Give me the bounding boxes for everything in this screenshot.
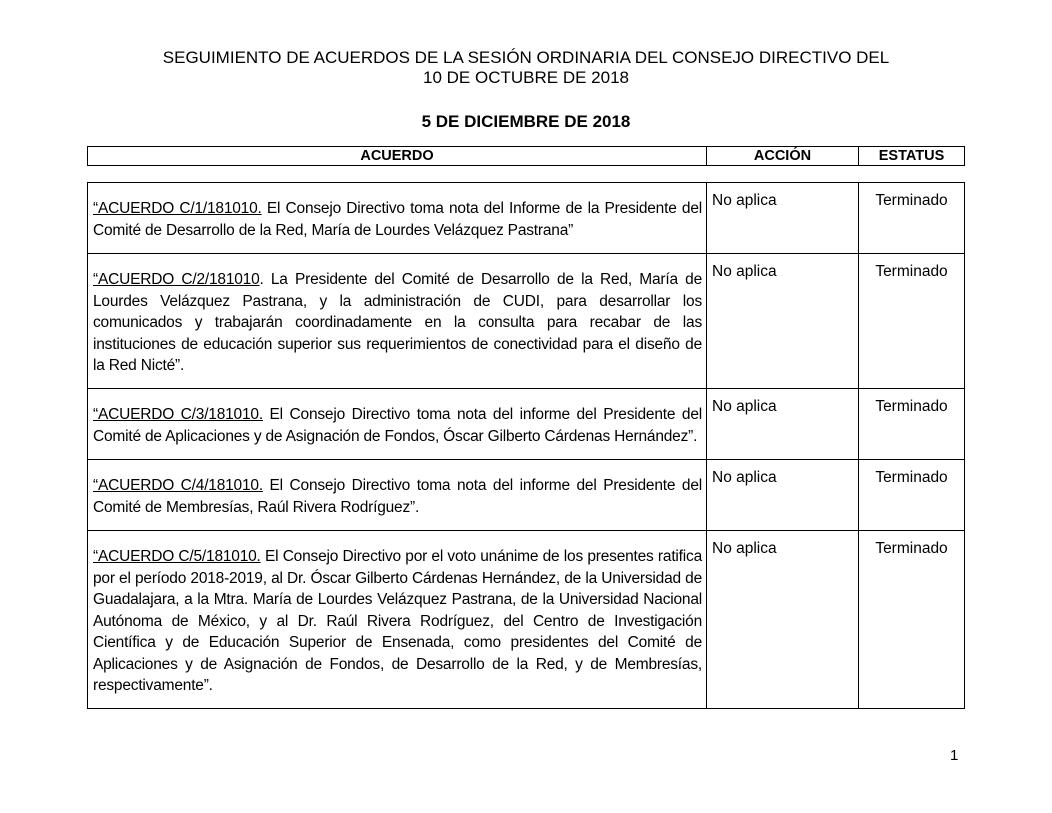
acuerdo-cell — [88, 254, 707, 389]
estatus-cell: Terminado — [859, 531, 965, 709]
acuerdo-reference: “ACUERDO C/3/181010. — [93, 406, 263, 423]
estatus-cell: Terminado — [859, 183, 965, 254]
column-header-acuerdo: ACUERDO — [88, 147, 707, 166]
acuerdo-reference: “ACUERDO C/2/181010 — [93, 271, 260, 288]
table-row — [88, 460, 965, 531]
header-row — [88, 147, 965, 166]
acuerdo-reference: “ACUERDO C/1/181010. — [93, 200, 262, 217]
estatus-cell: Terminado — [859, 389, 965, 460]
acuerdo-cell — [88, 389, 707, 460]
acuerdo-text: El Consejo Directivo toma nota del informe del Presidente del Comité de Aplicaciones y de Asignación de Fondos, Óscar Gilberto Cárdenas Hernández”. — [93, 406, 702, 445]
table-row — [88, 254, 965, 389]
acuerdo-text: El Consejo Directivo por el voto unánime de los presentes ratifica por el período 2018-2019, al Dr. Óscar Gilberto Cárdenas Hernández, de la Universidad de Guadalajara, a la Mtra. María de Lourdes Velázquez Pastrana, de la Universidad Nacional Autónoma de México, y al Dr. Raúl Rivera Rodríguez, del Centro de Investigación Científica y de Educación Superior de Ensenada, como presidentes del Comité de Aplicaciones y de Asignación de Fondos, de Desarrollo de la Red, y de Membresías, respectivamente”. — [93, 548, 702, 694]
table-row — [88, 389, 965, 460]
accion-cell: No aplica — [707, 460, 859, 531]
column-header-accion: ACCIÓN — [707, 147, 859, 166]
acuerdo-cell — [88, 460, 707, 531]
table-row — [88, 183, 965, 254]
document-title-line1: SEGUIMIENTO DE ACUERDOS DE LA SESIÓN ORDINARIA DEL CONSEJO DIRECTIVO DEL — [162, 48, 890, 67]
accion-cell: No aplica — [707, 389, 859, 460]
estatus-cell: Terminado — [859, 254, 965, 389]
estatus-cell: Terminado — [859, 460, 965, 531]
document-date: 5 DE DICIEMBRE DE 2018 — [421, 112, 631, 131]
acuerdo-text: El Consejo Directivo toma nota del Informe de la Presidente del Comité de Desarrollo de la Red, María de Lourdes Velázquez Pastrana” — [93, 200, 702, 239]
table-header — [87, 146, 965, 166]
acuerdo-cell — [88, 531, 707, 709]
acuerdo-reference: “ACUERDO C/5/181010. — [93, 548, 261, 565]
column-header-estatus: ESTATUS — [859, 147, 965, 166]
accion-cell: No aplica — [707, 183, 859, 254]
page-number: 1 — [950, 747, 959, 764]
acuerdo-text: El Consejo Directivo toma nota del informe del Presidente del Comité de Membresías, Raúl Rivera Rodríguez”. — [93, 477, 702, 516]
agreements-table — [87, 182, 965, 709]
accion-cell: No aplica — [707, 531, 859, 709]
acuerdo-cell — [88, 183, 707, 254]
document-title-line2: 10 DE OCTUBRE DE 2018 — [423, 68, 629, 87]
acuerdo-text: . La Presidente del Comité de Desarrollo de la Red, María de Lourdes Velázquez Pastrana, y la administración de CUDI, para desarrollar los comunicados y trabajarán coordinadamente en la consulta para recabar de las instituciones de educación superior sus requerimientos de conectividad para el diseño de la Red Nicté”. — [93, 271, 702, 374]
table-row — [88, 531, 965, 709]
accion-cell: No aplica — [707, 254, 859, 389]
acuerdo-reference: “ACUERDO C/4/181010. — [93, 477, 263, 494]
